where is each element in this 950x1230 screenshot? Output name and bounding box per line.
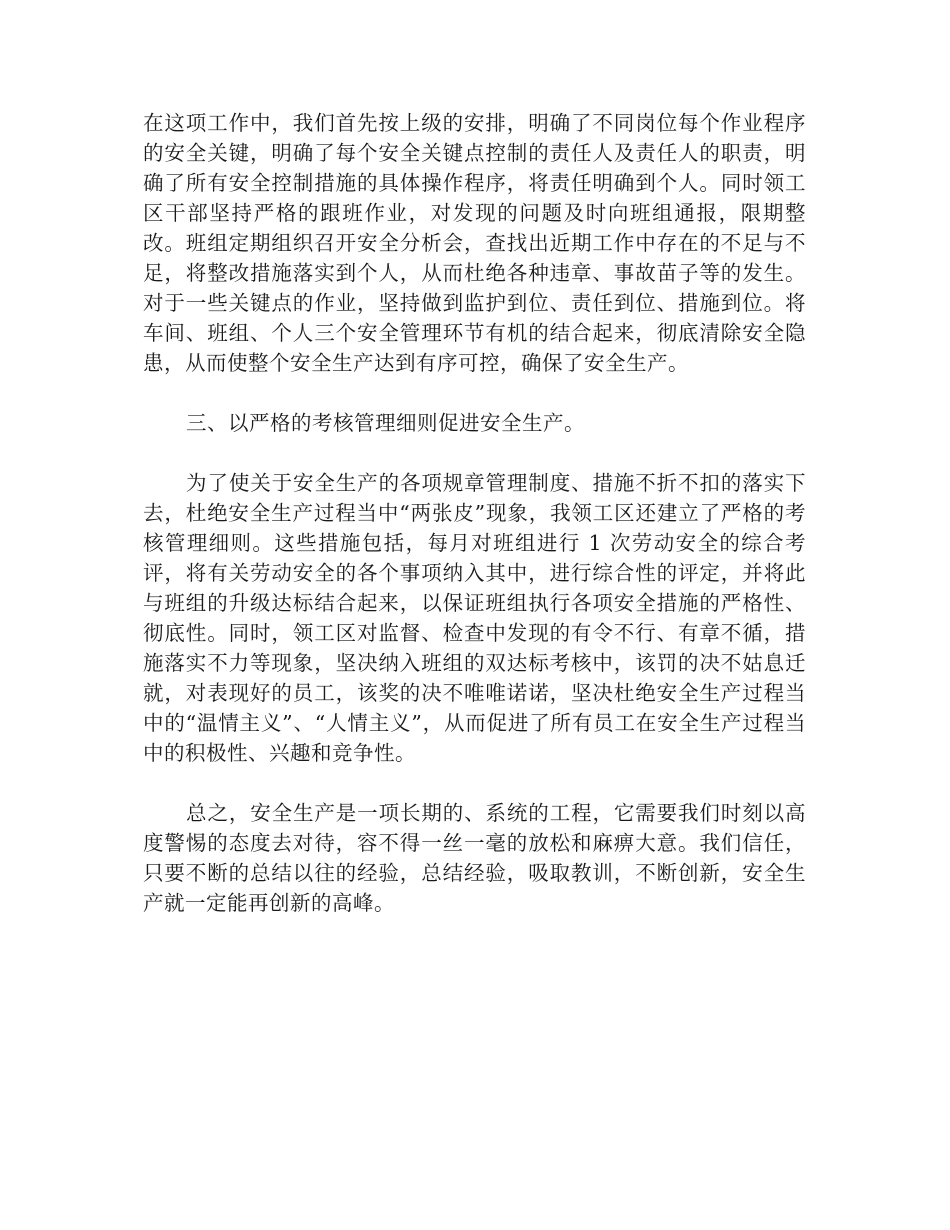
text-line: 格的考核管理细则。这些措施包括，每月对班组进行 1 次劳动安全的 <box>143 501 806 555</box>
heading-text: 三、以严格的考核管理细则促进安全生产。 <box>186 411 586 435</box>
text-line: 定，并将此与班组的升级达标结合起来，以保证班组执行各项安全措 <box>143 561 807 615</box>
text-line: 安全生产就一定能再创新的高峰。 <box>143 861 807 915</box>
text-line: 位、措施到位。将车间、班组、个人三个安全管理环节有机的结合起 <box>143 291 807 345</box>
text-line: 序的安全关键，明确了每个安全关键点控制的责任人及责任人的职 <box>143 111 806 165</box>
text-line: 高度警惕的态度去对待，容不得一丝一毫的放松和麻痹大意。我们信 <box>143 801 806 855</box>
text-line: 行、有章不循，措施落实不力等现象，坚决纳入班组的双达标考核 <box>143 621 807 675</box>
text-line: 坚决杜绝安全生产过程当中的“温情主义”、“人情主义”，从而促 <box>143 681 806 735</box>
text-line: 来，彻底清除安全隐患，从而使整个安全生产达到有序可控，确保了 <box>143 321 807 375</box>
text-line: 综合考评，将有关劳动安全的各个事项纳入其中，进行综合性的评 <box>143 531 806 585</box>
paragraph-conclusion <box>143 798 806 918</box>
text-line: 苗子等的发生。对于一些关键点的作业，坚持做到监护到位、责任到 <box>143 261 807 315</box>
text-line: 同时领工区干部坚持严格的跟班作业，对发现的问题及时向班组通 <box>143 171 807 225</box>
text-line: 责，明确了所有安全控制措施的具体操作程序，将责任明确到个人。 <box>143 141 807 195</box>
text-line: 进了所有员工在安全生产过程当中的积极性、兴趣和竞争性。 <box>143 711 806 765</box>
text-line: 中，该罚的决不姑息迁就，对表现好的员工，该奖的决不唯唯诺诺， <box>143 651 807 705</box>
text-line: 报，限期整改。班组定期组织召开安全分析会，查找出近期工作中存 <box>143 201 807 255</box>
text-line: 在的不足与不足，将整改措施落实到个人，从而杜绝各种违章、事故 <box>143 231 806 285</box>
text-line: 为了使关于安全生产的各项规章管理制度、措施不折不扣的落实 <box>186 471 785 495</box>
text-line: 施的严格性、彻底性。同时，领工区对监督、检查中发现的有令不 <box>143 591 806 645</box>
paragraph-safety-responsibility <box>143 108 806 378</box>
text-line: 在这项工作中，我们首先按上级的安排，明确了不同岗位每个作业程 <box>143 111 785 135</box>
section-heading-three <box>143 408 806 438</box>
text-line: 下去，杜绝安全生产过程当中“两张皮”现象，我领工区还建立了严 <box>143 471 806 525</box>
paragraph-assessment-rules <box>143 468 806 768</box>
text-line: 任，只要不断的总结以往的经验，总结经验，吸取教训，不断创新， <box>143 831 807 885</box>
text-line: 安全生产。 <box>584 351 689 375</box>
text-line: 总之，安全生产是一项长期的、系统的工程，它需要我们时刻以 <box>186 801 785 825</box>
